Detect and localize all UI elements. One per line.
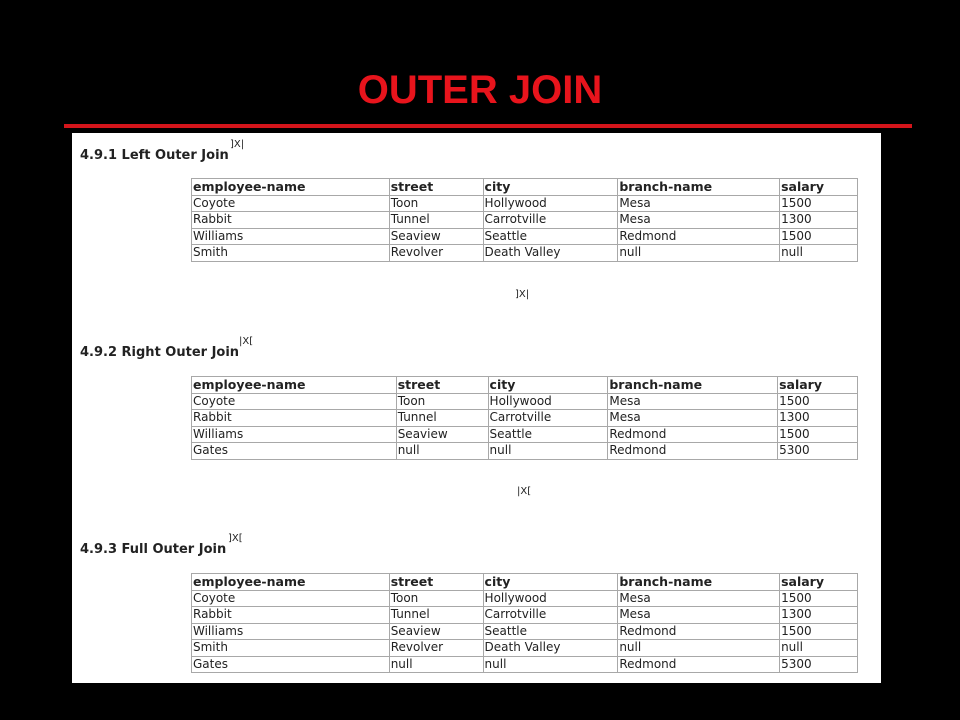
table-cell: Mesa	[618, 590, 780, 607]
table-cell: Toon	[396, 393, 488, 410]
table-cell: Toon	[389, 195, 483, 212]
table-cell: Seattle	[483, 623, 618, 640]
table-cell: null	[618, 245, 780, 262]
table-cell: Tunnel	[389, 607, 483, 624]
table-row	[192, 195, 858, 212]
table-cell: 1500	[780, 590, 858, 607]
table-cell: Mesa	[618, 607, 780, 624]
table-cell: 5300	[780, 656, 858, 673]
table-cell: 1500	[778, 426, 858, 443]
left-outer-join-table	[191, 178, 858, 262]
table-cell: Coyote	[192, 393, 397, 410]
table-cell: Rabbit	[192, 410, 397, 427]
column-header: street	[389, 574, 483, 591]
full-outer-join-table	[191, 573, 858, 673]
table-cell: Toon	[389, 590, 483, 607]
column-header: street	[396, 377, 488, 394]
table-cell: Rabbit	[192, 212, 390, 229]
table-cell: Mesa	[618, 195, 780, 212]
table-cell: 1300	[780, 607, 858, 624]
column-header: city	[483, 179, 618, 196]
table-cell: Tunnel	[389, 212, 483, 229]
column-header: employee-name	[192, 179, 390, 196]
table-cell: null	[780, 245, 858, 262]
section-heading-left-outer-join: 4.9.1 Left Outer Join	[80, 148, 229, 163]
table-cell: Revolver	[389, 640, 483, 657]
column-header: street	[389, 179, 483, 196]
table-row	[192, 426, 858, 443]
column-header: city	[483, 574, 618, 591]
table-cell: 1500	[780, 623, 858, 640]
table-cell: 1500	[778, 393, 858, 410]
table-cell: 1300	[780, 212, 858, 229]
table-row	[192, 590, 858, 607]
slide-title: OUTER JOIN	[357, 68, 603, 112]
table-cell: Carrotville	[483, 212, 618, 229]
table-cell: Seaview	[396, 426, 488, 443]
table-cell: Mesa	[618, 212, 780, 229]
table-cell: Redmond	[618, 623, 780, 640]
table-cell: Williams	[192, 228, 390, 245]
column-header: employee-name	[192, 377, 397, 394]
table-row	[192, 245, 858, 262]
table-cell: Gates	[192, 656, 390, 673]
right-outer-join-table	[191, 376, 858, 460]
table-cell: Seattle	[483, 228, 618, 245]
table-header-row	[192, 574, 858, 591]
table-cell: Coyote	[192, 590, 390, 607]
table-cell: Tunnel	[396, 410, 488, 427]
table-cell: Redmond	[618, 656, 780, 673]
table-cell: Death Valley	[483, 245, 618, 262]
table-cell: Mesa	[608, 393, 778, 410]
table-cell: 1500	[780, 195, 858, 212]
table-header-row	[192, 179, 858, 196]
section-heading-right-outer-join: 4.9.2 Right Outer Join	[80, 345, 240, 360]
table-row	[192, 228, 858, 245]
table-cell: Seattle	[488, 426, 608, 443]
column-header: city	[488, 377, 608, 394]
table-cell: Hollywood	[483, 590, 618, 607]
table-cell: Smith	[192, 245, 390, 262]
table-row	[192, 393, 858, 410]
table-cell: Hollywood	[483, 195, 618, 212]
table-row	[192, 607, 858, 624]
table-header-row	[192, 377, 858, 394]
table-row	[192, 410, 858, 427]
table-cell: null	[780, 640, 858, 657]
table-cell: Redmond	[608, 443, 778, 460]
table-row	[192, 656, 858, 673]
table-cell: Rabbit	[192, 607, 390, 624]
content-panel	[72, 133, 881, 683]
column-header: branch-name	[618, 574, 780, 591]
table-row	[192, 212, 858, 229]
table-row	[192, 623, 858, 640]
table-cell: Carrotville	[488, 410, 608, 427]
table-row	[192, 443, 858, 460]
column-header: employee-name	[192, 574, 390, 591]
table-cell: Coyote	[192, 195, 390, 212]
table-cell: Carrotville	[483, 607, 618, 624]
left-outer-join-symbol-caption: ]X|	[515, 289, 530, 300]
table-cell: 1500	[780, 228, 858, 245]
table-cell: null	[483, 656, 618, 673]
table-cell: null	[389, 656, 483, 673]
column-header: salary	[780, 574, 858, 591]
table-cell: Death Valley	[483, 640, 618, 657]
table-cell: 5300	[778, 443, 858, 460]
table-cell: Seaview	[389, 228, 483, 245]
table-cell: Mesa	[608, 410, 778, 427]
left-outer-join-symbol: ]X|	[230, 139, 245, 150]
table-cell: null	[618, 640, 780, 657]
table-cell: null	[488, 443, 608, 460]
section-heading-full-outer-join: 4.9.3 Full Outer Join	[80, 542, 227, 557]
table-cell: Seaview	[389, 623, 483, 640]
right-outer-join-symbol: |X[	[239, 336, 254, 347]
table-cell: null	[396, 443, 488, 460]
table-cell: 1300	[778, 410, 858, 427]
full-outer-join-symbol: ]X[	[228, 533, 243, 544]
column-header: salary	[778, 377, 858, 394]
table-cell: Revolver	[389, 245, 483, 262]
right-outer-join-symbol-caption: |X[	[517, 486, 532, 497]
table-cell: Gates	[192, 443, 397, 460]
column-header: salary	[780, 179, 858, 196]
table-cell: Hollywood	[488, 393, 608, 410]
column-header: branch-name	[618, 179, 780, 196]
table-cell: Williams	[192, 623, 390, 640]
table-cell: Redmond	[608, 426, 778, 443]
column-header: branch-name	[608, 377, 778, 394]
table-cell: Smith	[192, 640, 390, 657]
title-divider	[64, 124, 912, 128]
table-cell: Redmond	[618, 228, 780, 245]
table-cell: Williams	[192, 426, 397, 443]
table-row	[192, 640, 858, 657]
